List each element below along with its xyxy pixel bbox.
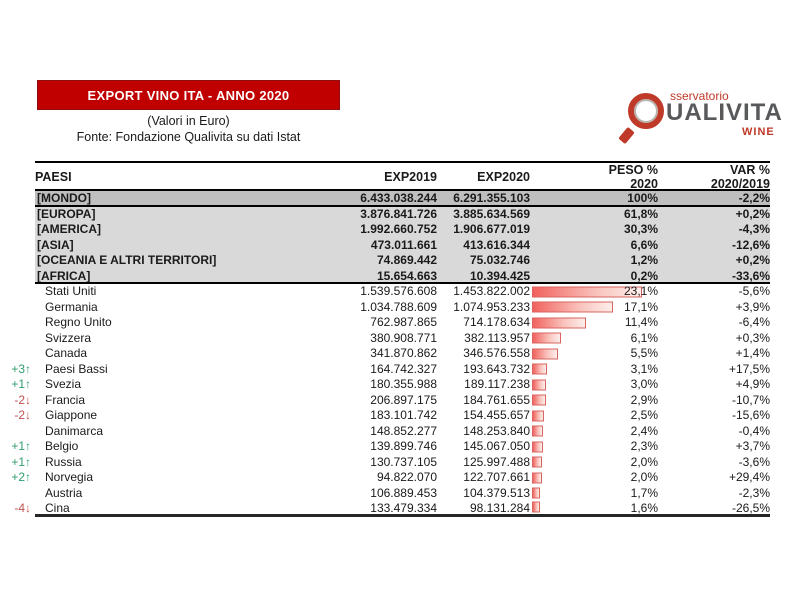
country-row <box>35 284 770 300</box>
page-title: EXPORT VINO ITA - ANNO 2020 <box>87 87 290 103</box>
country-name: Giappone <box>45 408 98 422</box>
group-row <box>35 269 770 285</box>
exp2019-value: 139.899.746 <box>370 439 437 453</box>
country-name: Francia <box>45 392 86 407</box>
country-name: Paesi Bassi <box>45 361 108 376</box>
peso-value: 2,3% <box>630 439 658 453</box>
country-row <box>35 486 770 502</box>
var-value: +0,2% <box>735 253 770 267</box>
exp2019-value: 341.870.862 <box>370 346 437 360</box>
exp2020-value: 3.885.634.569 <box>453 206 530 221</box>
exp2020-value: 148.253.840 <box>463 423 530 438</box>
exp2019-value: 130.737.105 <box>370 454 437 469</box>
country-name: Belgio <box>45 439 79 453</box>
var-value: -2,3% <box>738 485 770 500</box>
peso-value: 17,1% <box>623 299 658 314</box>
rank-change-up-arrow: +2↑ <box>11 470 31 484</box>
exp2019-value: 164.742.327 <box>370 361 437 376</box>
peso-value: 30,3% <box>623 222 658 236</box>
peso-bar <box>532 410 544 421</box>
var-value: +17,5% <box>728 361 770 376</box>
exp2020-value: 145.067.050 <box>463 439 530 453</box>
group-name: [OCEANIA E ALTRI TERRITORI] <box>37 253 217 267</box>
exp2019-value: 762.987.865 <box>370 315 437 329</box>
var-value: -3,6% <box>738 454 770 469</box>
table-header-row <box>35 161 770 191</box>
subtitle-valori: (Valori in Euro) <box>147 114 230 128</box>
country-name: Norvegia <box>45 470 94 484</box>
exp2020-value: 75.032.746 <box>469 253 530 267</box>
exp2019-value: 473.011.661 <box>370 237 437 252</box>
exp2020-value: 413.616.344 <box>463 237 530 252</box>
exp2020-value: 382.113.957 <box>464 330 530 345</box>
column-header-exp2020: EXP2020 <box>477 170 530 184</box>
exp2020-value: 122.707.661 <box>463 470 530 484</box>
exp2020-value: 1.074.953.233 <box>453 299 530 314</box>
peso-cell <box>530 486 662 502</box>
country-row <box>35 346 770 362</box>
exp2019-value: 380.908.771 <box>370 330 437 345</box>
peso-bar <box>532 502 540 513</box>
peso-value: 6,1% <box>630 330 658 345</box>
group-name: [ASIA] <box>37 237 74 252</box>
source-line: Fonte: Fondazione Qualivita su dati Istat <box>76 130 301 144</box>
column-header-peso: PESO % 2020 <box>608 163 658 191</box>
peso-cell <box>530 393 662 409</box>
country-name: Regno Unito <box>45 315 112 329</box>
peso-value: 3,1% <box>630 361 658 376</box>
exp2020-value: 189.117.238 <box>464 377 530 391</box>
peso-value: 1,6% <box>630 501 658 514</box>
peso-bar <box>532 317 586 328</box>
country-name: Cina <box>45 501 70 514</box>
peso-value: 5,5% <box>630 346 658 360</box>
peso-cell <box>530 424 662 440</box>
peso-value: 2,9% <box>630 392 658 407</box>
rank-change-down-arrow: -2↓ <box>14 392 31 407</box>
group-name: [EUROPA] <box>37 206 96 221</box>
peso-cell <box>530 346 662 362</box>
peso-bar <box>532 457 542 468</box>
rank-change-up-arrow: +1↑ <box>11 439 31 453</box>
exp2019-value: 106.889.453 <box>370 485 437 500</box>
var-value: -33,6% <box>731 268 770 282</box>
country-row <box>35 315 770 331</box>
rank-change-down-arrow: -2↓ <box>14 408 31 422</box>
peso-bar <box>532 379 546 390</box>
var-value: +0,2% <box>735 206 770 221</box>
peso-bar <box>532 302 613 313</box>
magnifier-lens-icon <box>628 93 664 129</box>
rank-change-up-arrow: +1↑ <box>11 454 31 469</box>
group-row <box>35 191 770 207</box>
peso-value: 0,2% <box>630 268 658 282</box>
peso-bar <box>532 364 547 375</box>
peso-cell <box>530 362 662 378</box>
peso-bar <box>532 441 543 452</box>
peso-value: 100% <box>627 191 658 205</box>
column-header-exp2019: EXP2019 <box>384 170 437 184</box>
exp2020-value: 154.455.657 <box>463 408 530 422</box>
exp2019-value: 6.433.038.244 <box>360 191 437 205</box>
var-value: -6,4% <box>738 315 770 329</box>
country-row <box>35 331 770 347</box>
exp2019-value: 148.852.277 <box>370 423 437 438</box>
country-row <box>14 392 770 409</box>
exp2020-value: 125.997.488 <box>463 454 530 469</box>
peso-cell <box>530 315 662 331</box>
peso-cell <box>530 377 662 393</box>
exp2020-value: 193.643.732 <box>463 361 530 376</box>
exp2020-value: 346.576.558 <box>463 346 530 360</box>
peso-cell <box>530 455 662 471</box>
peso-cell <box>530 300 662 316</box>
country-row <box>11 470 770 486</box>
country-name: Russia <box>45 454 82 469</box>
peso-bar <box>532 348 558 359</box>
exp2020-value: 6.291.355.103 <box>453 191 530 205</box>
country-row <box>14 501 770 517</box>
exp2019-value: 1.034.788.609 <box>360 299 437 314</box>
group-row <box>35 238 770 254</box>
peso-cell <box>530 439 662 455</box>
title-banner <box>37 80 340 110</box>
country-name: Canada <box>45 346 88 360</box>
peso-bar <box>532 426 543 437</box>
var-value: +0,3% <box>735 330 770 345</box>
country-name: Danimarca <box>45 423 104 438</box>
peso-cell <box>530 331 662 347</box>
exp2019-value: 180.355.988 <box>370 377 437 391</box>
peso-value: 1,2% <box>630 253 658 267</box>
country-name: Austria <box>45 485 83 500</box>
exp2019-value: 183.101.742 <box>370 408 437 422</box>
column-header-var: VAR % 2020/2019 <box>710 163 770 191</box>
logo-wine-text: WINE <box>742 126 775 138</box>
peso-value: 2,0% <box>630 454 658 469</box>
export-table <box>11 161 770 517</box>
country-row <box>11 439 770 455</box>
rank-change-up-arrow: +1↑ <box>11 377 31 391</box>
var-value: +3,9% <box>735 299 770 314</box>
var-value: -26,5% <box>731 501 770 514</box>
country-row <box>14 408 770 424</box>
exp2019-value: 1.539.576.608 <box>360 284 437 298</box>
peso-value: 11,4% <box>624 315 658 329</box>
group-row <box>35 222 770 238</box>
var-value: -10,7% <box>731 392 770 407</box>
peso-value: 2,5% <box>630 408 658 422</box>
exp2020-value: 184.761.655 <box>463 392 530 407</box>
exp2020-value: 1.906.677.019 <box>453 222 530 236</box>
var-value: -0,4% <box>738 423 770 438</box>
group-row <box>35 253 770 269</box>
exp2019-value: 206.897.175 <box>370 392 437 407</box>
country-name: Svizzera <box>45 330 92 345</box>
exp2020-value: 10.394.425 <box>469 268 530 282</box>
peso-value: 1,7% <box>630 485 658 500</box>
exp2019-value: 1.992.660.752 <box>360 222 437 236</box>
peso-bar <box>532 333 561 344</box>
country-row <box>35 424 770 440</box>
logo-observatory-text: sservatorio <box>670 89 729 103</box>
exp2019-value: 3.876.841.726 <box>360 206 437 221</box>
magnifier-handle-icon <box>618 127 635 144</box>
peso-cell <box>530 470 662 486</box>
var-value: -2,2% <box>738 191 770 205</box>
var-value: +4,9% <box>735 377 770 391</box>
var-value: -4,3% <box>738 222 770 236</box>
exp2019-value: 15.654.663 <box>376 268 437 282</box>
peso-value: 2,4% <box>630 423 658 438</box>
rank-change-down-arrow: -4↓ <box>14 501 31 515</box>
group-row <box>35 207 770 223</box>
peso-value: 6,6% <box>630 237 658 252</box>
var-value: -12,6% <box>731 237 770 252</box>
peso-bar <box>532 395 546 406</box>
exp2019-value: 74.869.442 <box>376 253 437 267</box>
country-row <box>35 300 770 316</box>
exp2020-value: 1.453.822.002 <box>453 284 530 298</box>
var-value: -15,6% <box>731 408 770 422</box>
peso-cell <box>530 408 662 424</box>
logo-brand-text: UALIVITA <box>666 99 783 126</box>
table-body <box>11 191 770 517</box>
qualivita-logo <box>620 84 783 142</box>
country-row <box>11 361 770 378</box>
country-name: Germania <box>45 299 98 314</box>
country-row <box>11 454 770 471</box>
peso-bar <box>532 488 540 499</box>
exp2020-value: 714.178.634 <box>463 315 530 329</box>
peso-value: 2,0% <box>630 470 658 484</box>
country-name: Svezia <box>45 377 82 391</box>
peso-value: 3,0% <box>630 377 658 391</box>
country-row <box>11 377 770 393</box>
country-name: Stati Uniti <box>45 284 97 298</box>
exp2020-value: 98.131.284 <box>469 501 530 514</box>
var-value: -5,6% <box>738 284 770 298</box>
peso-value: 61,8% <box>623 206 658 221</box>
group-name: [AFRICA] <box>37 268 91 282</box>
peso-cell <box>530 284 662 300</box>
peso-value: 23,1% <box>623 284 658 298</box>
column-header-paesi: PAESI <box>35 170 72 184</box>
var-value: +1,4% <box>735 346 770 360</box>
group-name: [AMERICA] <box>37 222 101 236</box>
rank-change-up-arrow: +3↑ <box>11 361 31 376</box>
exp2019-value: 94.822.070 <box>376 470 437 484</box>
peso-bar <box>532 472 542 483</box>
exp2020-value: 104.379.513 <box>463 485 530 500</box>
peso-cell <box>530 501 662 514</box>
exp2019-value: 133.479.334 <box>370 501 437 514</box>
var-value: +29,4% <box>728 470 770 484</box>
group-name: [MONDO] <box>37 191 91 205</box>
var-value: +3,7% <box>735 439 770 453</box>
